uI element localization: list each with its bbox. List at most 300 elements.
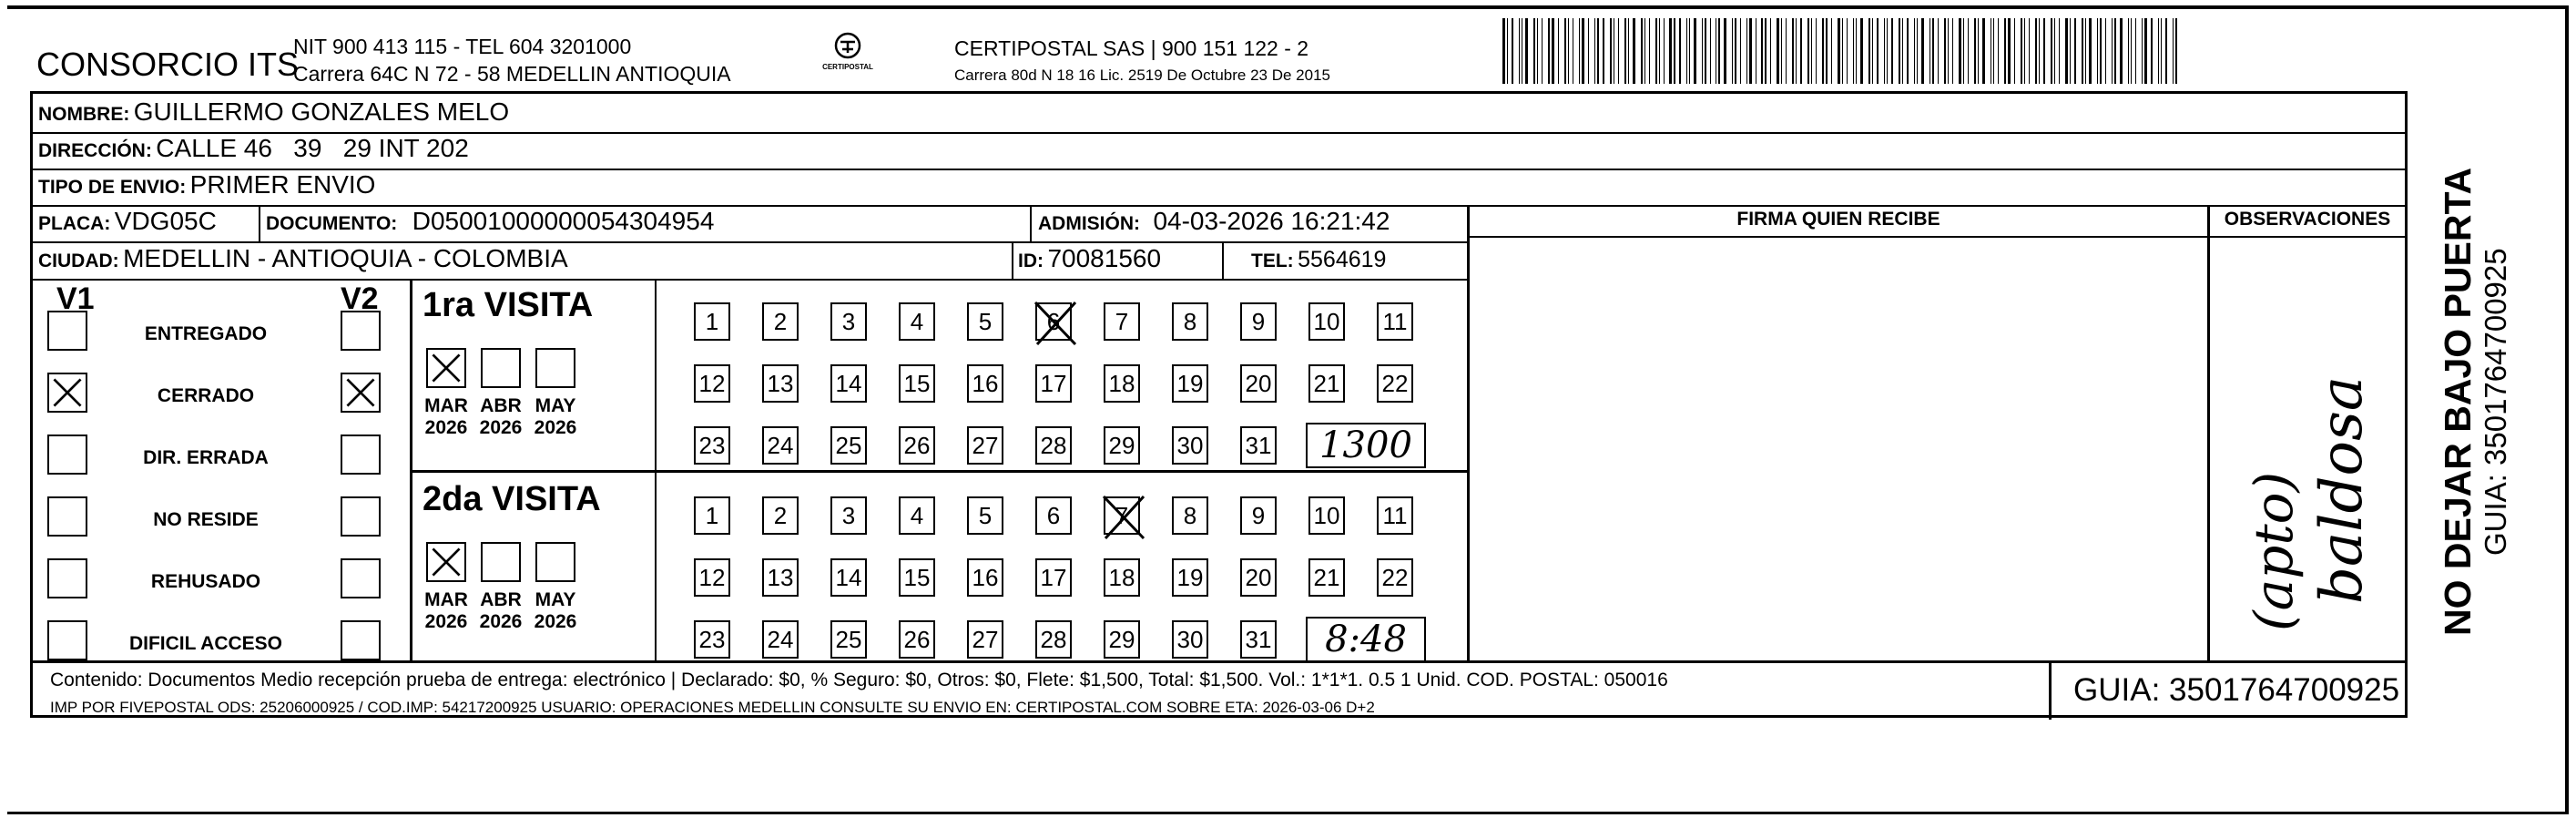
day-box[interactable] <box>1035 620 1072 659</box>
tipo-row <box>38 170 375 199</box>
time-value: 1300 <box>1319 424 1412 466</box>
day-number: 26 <box>903 626 931 653</box>
barcode-bar <box>1842 18 1843 84</box>
day-number: 12 <box>698 564 726 591</box>
footer-print-info: IMP POR FIVEPOSTAL ODS: 25206000925 / COD.IMP: 54217200925 USUARIO: OPERACIONES MEDELLIN CONSULTE SU ENVIO EN: CERTIPOSTAL.COM SOBRE ETA: 2026-03-06 D+2 <box>50 699 1375 716</box>
barcode-bar <box>2128 18 2129 84</box>
barcode-bar <box>1558 18 1559 84</box>
barcode-bar <box>1533 18 1535 84</box>
day-number: 18 <box>1108 564 1135 591</box>
day-box[interactable] <box>1172 426 1208 465</box>
barcode-bar <box>1542 18 1543 84</box>
day-box[interactable] <box>1172 496 1208 535</box>
barcode-bar <box>1998 18 1999 84</box>
day-box[interactable] <box>1240 496 1277 535</box>
v1-checkbox[interactable] <box>47 496 87 537</box>
day-number: 22 <box>1381 370 1409 397</box>
barcode-bar <box>1568 18 1570 84</box>
day-number: 9 <box>1251 502 1266 529</box>
month-label <box>528 395 583 439</box>
day-number: 16 <box>972 370 999 397</box>
day-box[interactable] <box>1377 558 1413 597</box>
day-box[interactable] <box>899 426 935 465</box>
barcode-bar <box>2004 18 2006 84</box>
month-name: ABR <box>480 395 522 416</box>
footer-guia: GUIA: 3501764700925 <box>2049 663 2410 720</box>
day-number: 31 <box>1245 626 1272 653</box>
barcode-bar <box>1860 18 1863 84</box>
day-box[interactable] <box>967 496 1003 535</box>
month-label <box>473 395 528 439</box>
tel-field <box>1251 247 1386 273</box>
barcode-bar <box>2059 18 2060 84</box>
ciudad-field <box>38 244 568 273</box>
day-box[interactable] <box>762 364 799 403</box>
barcode-bar <box>2097 18 2098 84</box>
barcode-bar <box>1872 18 1873 84</box>
status-label: NO RESIDE <box>153 509 259 530</box>
barcode-bar <box>2008 18 2011 84</box>
barcode-bar <box>1868 18 1870 84</box>
day-number: 26 <box>903 432 931 459</box>
barcode-bar <box>1644 18 1645 84</box>
barcode-bar <box>1959 18 1961 84</box>
barcode-bar <box>2161 18 2162 84</box>
day-box[interactable] <box>1172 302 1208 341</box>
day-box[interactable] <box>967 620 1003 659</box>
day-box[interactable] <box>967 302 1003 341</box>
barcode-bar <box>1702 18 1703 84</box>
day-box[interactable] <box>1035 364 1072 403</box>
barcode-bar <box>2029 18 2030 84</box>
day-box[interactable] <box>694 558 730 597</box>
barcode-bar <box>2120 18 2123 84</box>
day-number: 19 <box>1176 564 1204 591</box>
admision-field <box>1038 207 1390 236</box>
observaciones-area[interactable] <box>2210 240 2405 660</box>
barcode-bar <box>1914 18 1915 84</box>
side-guia-text: GUIA: 3501764700925 <box>2479 248 2512 556</box>
barcode-bar <box>1891 18 1893 84</box>
month-year: 2026 <box>534 417 577 438</box>
day-box[interactable] <box>694 620 730 659</box>
barcode-bar <box>2039 18 2040 84</box>
day-box[interactable] <box>1377 364 1413 403</box>
day-box[interactable] <box>694 426 730 465</box>
day-number: 8 <box>1183 502 1197 529</box>
day-number: 25 <box>835 626 862 653</box>
visit-title: 2da VISITA <box>423 480 601 518</box>
day-number: 10 <box>1313 308 1340 335</box>
day-box[interactable] <box>1104 620 1140 659</box>
barcode-bar <box>2070 18 2071 84</box>
month-checkbox[interactable] <box>481 348 521 388</box>
day-number: 8 <box>1183 308 1197 335</box>
day-box[interactable] <box>694 496 730 535</box>
day-box[interactable] <box>899 620 935 659</box>
barcode-bar <box>2135 18 2136 84</box>
barcode-bar <box>1740 18 1741 84</box>
barcode-bar <box>2043 18 2046 84</box>
day-number: 21 <box>1313 564 1340 591</box>
placa-value: VDG05C <box>114 207 217 235</box>
status-label: ENTREGADO <box>144 323 268 344</box>
id-value: 70081560 <box>1047 244 1162 272</box>
month-checkbox[interactable] <box>535 348 575 388</box>
day-number: 11 <box>1382 502 1408 529</box>
v2-checkbox[interactable] <box>341 558 381 598</box>
month-checkbox[interactable] <box>426 348 466 388</box>
day-number: 24 <box>767 432 794 459</box>
day-number: 6 <box>1046 502 1061 529</box>
barcode-bar <box>1826 18 1828 84</box>
barcode-bar <box>1765 18 1767 84</box>
day-box[interactable] <box>1240 620 1277 659</box>
day-box[interactable] <box>762 620 799 659</box>
day-box[interactable] <box>762 496 799 535</box>
nombre-row <box>38 97 509 127</box>
barcode-bar <box>1724 18 1726 84</box>
barcode-bar <box>1786 18 1787 84</box>
day-mark <box>1098 491 1149 544</box>
day-box[interactable] <box>967 426 1003 465</box>
barcode-bar <box>1963 18 1964 84</box>
month-name: MAR <box>424 395 468 416</box>
barcode-bar <box>1610 18 1613 84</box>
visit-title: 1ra VISITA <box>423 286 594 324</box>
day-box[interactable] <box>1308 496 1345 535</box>
month-checkbox[interactable] <box>481 542 521 582</box>
status-label: REHUSADO <box>150 571 261 592</box>
day-number: 14 <box>835 564 862 591</box>
barcode-bar <box>2173 18 2174 84</box>
barcode-bar <box>1705 18 1706 84</box>
day-box[interactable] <box>1240 364 1277 403</box>
side-warning-text: NO DEJAR BAJO PUERTA <box>2437 167 2479 636</box>
barcode-bar <box>2014 18 2015 84</box>
day-box[interactable] <box>899 496 935 535</box>
day-box[interactable] <box>830 620 867 659</box>
day-box[interactable] <box>1308 558 1345 597</box>
barcode-bar <box>1641 18 1643 84</box>
v2-checkbox[interactable] <box>341 311 381 351</box>
barcode-bar <box>1800 18 1802 84</box>
day-number: 23 <box>698 626 726 653</box>
time-box[interactable] <box>1306 423 1426 468</box>
day-number: 4 <box>910 502 924 529</box>
nombre-value: GUILLERMO GONZALES MELO <box>133 97 510 126</box>
v1-checkbox[interactable] <box>47 620 87 660</box>
day-box[interactable] <box>899 558 935 597</box>
barcode-bar <box>1993 18 1994 84</box>
day-box[interactable] <box>830 302 867 341</box>
month-label <box>473 589 528 633</box>
footer-content: Contenido: Documentos Medio recepción prueba de entrega: electrónico | Declarado: $0, % Seguro: $0, Otros: $0, Flete: $1,500, Total: $1,500. Vol.: 1*1*1. 0.5 1 Unid. COD. POSTAL: 050016 <box>50 670 1668 690</box>
day-number: 1 <box>705 502 719 529</box>
documento-value: D05001000000054304954 <box>412 207 715 235</box>
day-box[interactable] <box>694 364 730 403</box>
barcode-bar <box>1907 18 1909 84</box>
month-checkbox[interactable] <box>535 542 575 582</box>
nombre-label: NOMBRE: <box>38 104 130 125</box>
day-number: 7 <box>1115 502 1129 529</box>
barcode-bar <box>1899 18 1901 84</box>
month-name: ABR <box>480 589 522 610</box>
day-box[interactable] <box>1035 426 1072 465</box>
day-number: 15 <box>903 564 931 591</box>
tel-value: 5564619 <box>1298 247 1387 272</box>
status-label: DIR. ERRADA <box>143 447 269 468</box>
barcode-bar <box>1512 18 1513 84</box>
barcode-bar <box>1968 18 1969 84</box>
day-box[interactable] <box>1035 496 1072 535</box>
barcode-bar <box>1579 18 1580 84</box>
day-box[interactable] <box>1035 302 1072 341</box>
time-box[interactable] <box>1306 617 1426 662</box>
barcode-bar <box>2082 18 2083 84</box>
barcode-bar <box>1944 18 1946 84</box>
day-box[interactable] <box>967 364 1003 403</box>
barcode-bar <box>1507 18 1508 84</box>
day-box[interactable] <box>1172 364 1208 403</box>
day-number: 17 <box>1040 564 1067 591</box>
barcode-bar <box>1628 18 1629 84</box>
v1-checkbox[interactable] <box>47 558 87 598</box>
day-box[interactable] <box>1240 302 1277 341</box>
day-number: 4 <box>910 308 924 335</box>
v1-checkbox[interactable] <box>47 373 87 413</box>
barcode-bar <box>1689 18 1690 84</box>
day-number: 13 <box>767 370 794 397</box>
day-box[interactable] <box>1377 496 1413 535</box>
barcode-bar <box>2035 18 2037 84</box>
day-number: 29 <box>1108 626 1135 653</box>
barcode-bar <box>1679 18 1681 84</box>
day-box[interactable] <box>830 558 867 597</box>
admision-value: 04-03-2026 16:21:42 <box>1153 207 1390 235</box>
barcode-bar <box>1597 18 1599 84</box>
day-box[interactable] <box>694 302 730 341</box>
observaciones-header: OBSERVACIONES <box>2224 209 2391 230</box>
day-number: 1 <box>705 308 719 335</box>
day-box[interactable] <box>1377 302 1413 341</box>
barcode-bar <box>1816 18 1817 84</box>
barcode-bar <box>2021 18 2022 84</box>
company-name: CONSORCIO ITS <box>36 46 300 83</box>
day-number: 2 <box>773 502 788 529</box>
direccion-label: DIRECCIÓN: <box>38 140 152 161</box>
barcode-bar <box>1929 18 1930 84</box>
day-box[interactable] <box>1035 558 1072 597</box>
v2-checkbox[interactable] <box>341 496 381 537</box>
direccion-value: CALLE 46 39 29 INT 202 <box>156 134 469 162</box>
barcode-bar <box>1588 18 1589 84</box>
barcode-bar <box>1548 18 1550 84</box>
month-name: MAR <box>424 589 468 610</box>
day-box[interactable] <box>830 364 867 403</box>
barcode-bar <box>1525 18 1528 84</box>
barcode-bar <box>1917 18 1918 84</box>
barcode-bar <box>2112 18 2113 84</box>
barcode-bar <box>1838 18 1840 84</box>
barcode-bar <box>1974 18 1976 84</box>
day-box[interactable] <box>1104 496 1140 535</box>
day-box[interactable] <box>1240 426 1277 465</box>
side-guia <box>2479 248 2513 556</box>
barcode-bar <box>1519 18 1520 84</box>
month-label <box>528 589 583 633</box>
barcode-bar <box>1856 18 1857 84</box>
day-number: 12 <box>698 370 726 397</box>
barcode-bar <box>1649 18 1650 84</box>
barcode-bar <box>1552 18 1554 84</box>
day-box[interactable] <box>1172 558 1208 597</box>
company-info <box>293 33 731 87</box>
barcode-bar <box>1853 18 1854 84</box>
day-box[interactable] <box>762 426 799 465</box>
v1-header: V1 <box>56 281 95 316</box>
direccion-row <box>38 134 469 163</box>
day-number: 9 <box>1251 308 1266 335</box>
day-number: 16 <box>972 564 999 591</box>
barcode-bar <box>1761 18 1763 84</box>
day-number: 18 <box>1108 370 1135 397</box>
day-box[interactable] <box>830 496 867 535</box>
barcode-bar <box>1746 18 1747 84</box>
v2-header: V2 <box>341 281 379 316</box>
day-number: 3 <box>841 308 856 335</box>
barcode-bar <box>1811 18 1812 84</box>
barcode-bar <box>1603 18 1604 84</box>
day-box[interactable] <box>1172 620 1208 659</box>
barcode-bar <box>2051 18 2052 84</box>
day-number: 24 <box>767 626 794 653</box>
day-box[interactable] <box>1104 558 1140 597</box>
admision-label: ADMISIÓN: <box>1038 213 1140 234</box>
day-box[interactable] <box>1240 558 1277 597</box>
barcode-bar <box>1633 18 1635 84</box>
barcode-bar <box>1952 18 1953 84</box>
day-box[interactable] <box>1104 364 1140 403</box>
day-mark <box>1030 297 1081 350</box>
tipo-label: TIPO DE ENVIO: <box>38 177 187 198</box>
barcode-bar <box>1669 18 1672 84</box>
barcode-bar <box>1686 18 1687 84</box>
barcode-bar <box>1770 18 1771 84</box>
v2-checkbox[interactable] <box>341 620 381 660</box>
day-number: 27 <box>972 626 999 653</box>
barcode-bar <box>1718 18 1720 84</box>
barcode-bar <box>2131 18 2133 84</box>
barcode-bar <box>2100 18 2102 84</box>
barcode-bar <box>2158 18 2159 84</box>
observacion-note-1: (apto) <box>2243 471 2305 631</box>
day-number: 31 <box>1245 432 1272 459</box>
day-box[interactable] <box>762 558 799 597</box>
barcode-bar <box>1887 18 1888 84</box>
observacion-note-2: baldosa <box>2308 375 2376 604</box>
day-box[interactable] <box>899 302 935 341</box>
v2-checkbox[interactable] <box>341 435 381 475</box>
barcode-bar <box>1664 18 1665 84</box>
barcode-bar <box>1822 18 1824 84</box>
barcode <box>1502 18 2181 84</box>
barcode-bar <box>1807 18 1810 84</box>
tel-label: TEL: <box>1251 251 1294 271</box>
firma-header: FIRMA QUIEN RECIBE <box>1736 209 1940 230</box>
day-box[interactable] <box>762 302 799 341</box>
month-year: 2026 <box>479 611 523 632</box>
barcode-bar <box>1978 18 1979 84</box>
barcode-bar <box>1732 18 1733 84</box>
barcode-bar <box>2151 18 2153 84</box>
barcode-bar <box>1564 18 1566 84</box>
carrier-address: Carrera 80d N 18 16 Lic. 2519 De Octubre 23 De 2015 <box>954 66 1330 84</box>
day-number: 28 <box>1040 432 1067 459</box>
day-number: 25 <box>835 432 862 459</box>
barcode-bar <box>2054 18 2055 84</box>
day-box[interactable] <box>1104 302 1140 341</box>
day-box[interactable] <box>967 558 1003 597</box>
barcode-bar <box>1655 18 1657 84</box>
day-number: 27 <box>972 432 999 459</box>
day-number: 29 <box>1108 432 1135 459</box>
day-box[interactable] <box>1104 426 1140 465</box>
barcode-bar <box>1831 18 1832 84</box>
documento-field <box>266 207 714 236</box>
barcode-bar <box>1948 18 1950 84</box>
tipo-value: PRIMER ENVIO <box>189 170 376 199</box>
day-box[interactable] <box>830 426 867 465</box>
day-number: 17 <box>1040 370 1067 397</box>
barcode-bar <box>1781 18 1782 84</box>
day-number: 14 <box>835 370 862 397</box>
v1-checkbox[interactable] <box>47 311 87 351</box>
v2-checkbox[interactable] <box>341 373 381 413</box>
barcode-bar <box>1624 18 1626 84</box>
barcode-bar <box>2165 18 2167 84</box>
signature-area[interactable] <box>1470 244 2205 659</box>
day-number: 3 <box>841 502 856 529</box>
barcode-bar <box>1982 18 1985 84</box>
barcode-bar <box>1618 18 1619 84</box>
barcode-bar <box>1902 18 1903 84</box>
month-year: 2026 <box>424 417 468 438</box>
day-number: 15 <box>903 370 931 397</box>
company-nit: NIT 900 413 115 - TEL 604 3201000 <box>293 35 632 58</box>
logo-text: CERTIPOSTAL <box>822 63 873 71</box>
day-number: 28 <box>1040 626 1067 653</box>
barcode-bar <box>1921 18 1924 84</box>
barcode-bar <box>2065 18 2068 84</box>
month-name: MAY <box>535 395 576 416</box>
day-number: 2 <box>773 308 788 335</box>
day-box[interactable] <box>899 364 935 403</box>
ciudad-label: CIUDAD: <box>38 251 119 271</box>
month-year: 2026 <box>534 611 577 632</box>
day-number: 11 <box>1382 308 1408 335</box>
barcode-bar <box>1884 18 1885 84</box>
barcode-bar <box>1877 18 1879 84</box>
month-checkbox[interactable] <box>426 542 466 582</box>
barcode-bar <box>2175 18 2178 84</box>
day-box[interactable] <box>1308 364 1345 403</box>
day-number: 21 <box>1313 370 1340 397</box>
barcode-bar <box>1710 18 1711 84</box>
v1-checkbox[interactable] <box>47 435 87 475</box>
day-box[interactable] <box>1308 302 1345 341</box>
barcode-bar <box>2144 18 2147 84</box>
